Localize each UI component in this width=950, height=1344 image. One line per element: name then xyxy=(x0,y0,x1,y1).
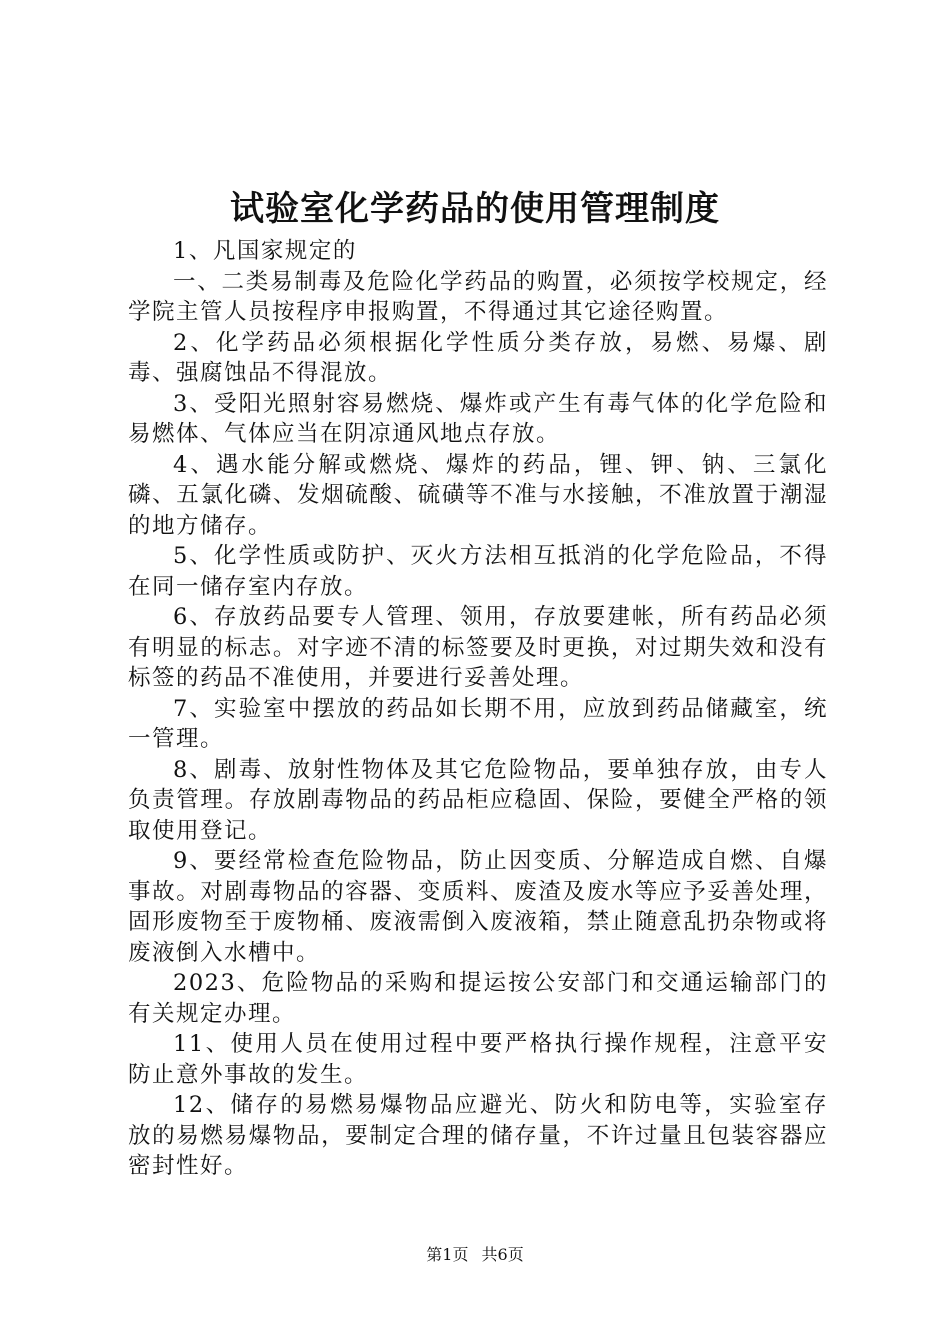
page-total: 共6页 xyxy=(481,1245,524,1264)
paragraph: 3、受阳光照射容易燃烧、爆炸或产生有毒气体的化学危险和易燃体、气体应当在阴凉通风地点存放。 xyxy=(128,390,828,447)
paragraph: 7、实验室中摆放的药品如长期不用，应放到药品储藏室，统一管理。 xyxy=(128,695,828,752)
paragraph: 12、储存的易燃易爆物品应避光、防火和防电等，实验室存放的易燃易爆物品，要制定合理的储存量，不许过量且包装容器应密封性好。 xyxy=(128,1092,828,1179)
paragraph: 6、存放药品要专人管理、领用，存放要建帐，所有药品必须有明显的标志。对字迹不清的标签要及时更换，对过期失效和没有标签的药品不准使用，并要进行妥善处理。 xyxy=(128,604,828,691)
page-number: 第1页 xyxy=(426,1245,469,1264)
paragraph: 9、要经常检查危险物品，防止因变质、分解造成自燃、自爆事故。对剧毒物品的容器、变质料、废渣及废水等应予妥善处理，固形废物至于废物桶、废液需倒入废液箱，禁止随意乱扔杂物或将废液倒入水槽中。 xyxy=(128,848,828,966)
paragraph: 2、化学药品必须根据化学性质分类存放，易燃、易爆、剧毒、强腐蚀品不得混放。 xyxy=(128,329,828,386)
paragraph: 一、二类易制毒及危险化学药品的购置，必须按学校规定，经学院主管人员按程序申报购置，不得通过其它途径购置。 xyxy=(128,268,828,325)
paragraph: 5、化学性质或防护、灭火方法相互抵消的化学危险品，不得在同一储存室内存放。 xyxy=(128,543,828,600)
paragraph: 2023、危险物品的采购和提运按公安部门和交通运输部门的有关规定办理。 xyxy=(128,970,828,1027)
paragraph: 4、遇水能分解或燃烧、爆炸的药品，锂、钾、钠、三氯化磷、五氯化磷、发烟硫酸、硫磺等不准与水接触，不准放置于潮湿的地方储存。 xyxy=(128,451,828,539)
document-body xyxy=(128,236,828,1182)
paragraph: 11、使用人员在使用过程中要严格执行操作规程，注意平安防止意外事故的发生。 xyxy=(128,1031,828,1088)
paragraph: 8、剧毒、放射性物体及其它危险物品，要单独存放，由专人负责管理。存放剧毒物品的药品柜应稳固、保险，要健全严格的领取使用登记。 xyxy=(128,756,828,844)
page-footer xyxy=(0,1244,950,1266)
paragraph: 1、凡国家规定的 xyxy=(173,238,357,264)
document-title: 试验室化学药品的使用管理制度 xyxy=(230,189,720,229)
